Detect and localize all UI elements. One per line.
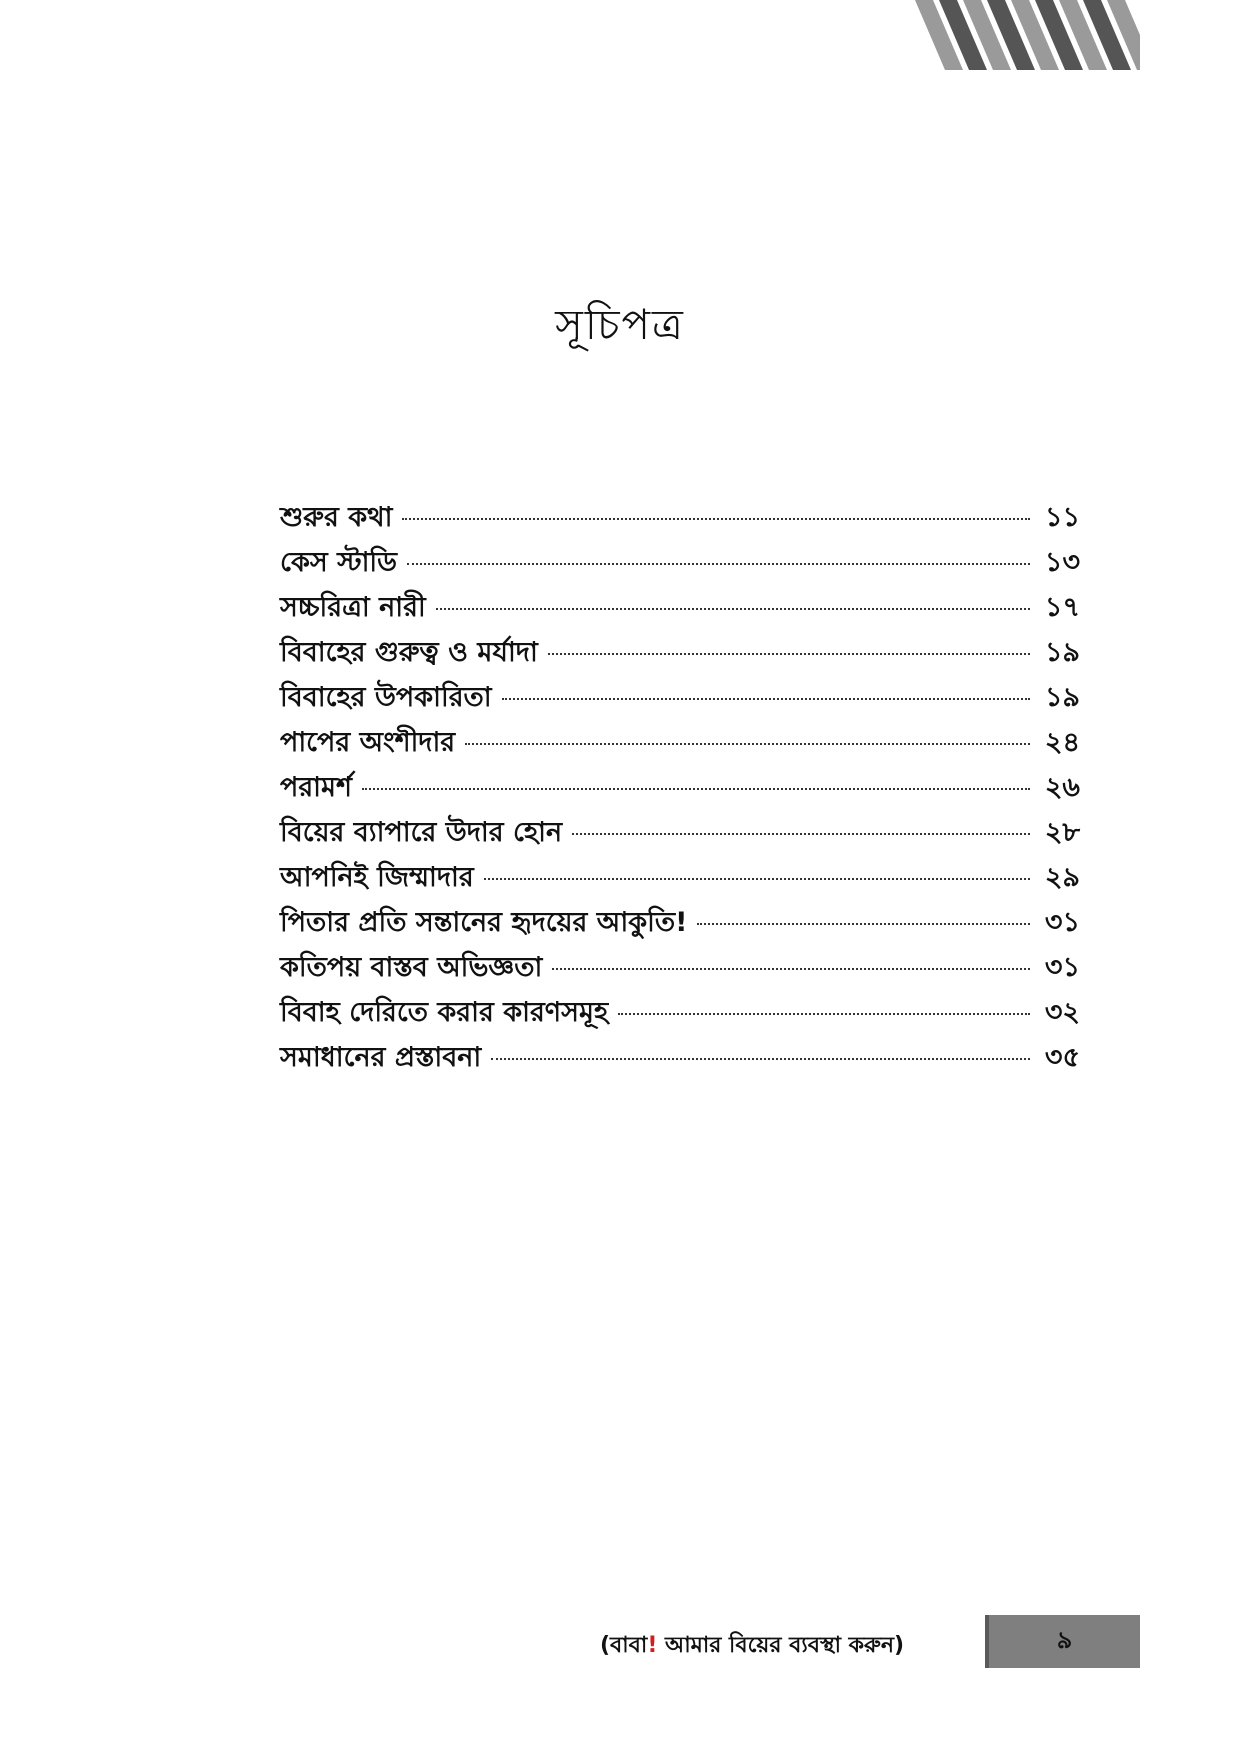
toc-entry[interactable] (280, 812, 1080, 857)
toc-entry[interactable] (280, 497, 1080, 542)
toc-entry-page: ৩২ (1044, 997, 1080, 1028)
toc-entry-title: বিবাহের উপকারিতা (280, 682, 492, 713)
toc-entry-title: পাপের অংশীদার (280, 727, 456, 758)
page-title: সূচিপত্র (555, 300, 685, 349)
toc-entry-page: ২৯ (1044, 862, 1080, 893)
toc-entry-page: ১৯ (1044, 637, 1080, 668)
page-number-box (985, 1615, 1140, 1668)
toc-entry[interactable] (280, 857, 1080, 902)
toc-dot-leader (407, 563, 1030, 565)
toc-entry-title: পরামর্শ (280, 772, 352, 803)
toc-entry-title: বিয়ের ব্যাপারে উদার হোন (280, 817, 563, 848)
table-of-contents (280, 497, 1080, 1082)
footer-title-exclamation: ! (647, 1633, 658, 1658)
toc-entry[interactable] (280, 632, 1080, 677)
toc-dot-leader (502, 698, 1030, 700)
toc-dot-leader (362, 788, 1030, 790)
toc-entry-page: ১৩ (1044, 547, 1080, 578)
toc-entry[interactable] (280, 587, 1080, 632)
toc-entry-title: কতিপয় বাস্তব অভিজ্ঞতা (280, 952, 543, 983)
toc-entry[interactable] (280, 992, 1080, 1037)
toc-entry-page: ১১ (1044, 502, 1080, 533)
toc-entry[interactable] (280, 542, 1080, 587)
toc-dot-leader (484, 878, 1030, 880)
running-footer-title (600, 1628, 904, 1665)
toc-dot-leader (618, 1013, 1030, 1015)
toc-entry-title: কেস স্টাডি (280, 547, 398, 578)
toc-dot-leader (548, 653, 1030, 655)
toc-dot-leader (491, 1058, 1030, 1060)
toc-dot-leader (402, 518, 1030, 520)
toc-entry-title: সচ্চরিত্রা নারী (280, 592, 426, 623)
toc-entry-page: ২৬ (1044, 772, 1080, 803)
toc-entry-title: সমাধানের প্রস্তাবনা (280, 1042, 482, 1073)
toc-entry-title: পিতার প্রতি সন্তানের হৃদয়ের আকুতি! (280, 907, 688, 938)
decorative-stripes (915, 0, 1145, 75)
toc-entry-page: ৩১ (1044, 907, 1080, 938)
footer-title-rest: আমার বিয়ের ব্যবস্থা করুন) (657, 1633, 905, 1658)
toc-entry-title: বিবাহের গুরুত্ব ও মর্যাদা (280, 637, 538, 668)
toc-entry-page: ২৪ (1044, 727, 1080, 758)
toc-dot-leader (697, 923, 1030, 925)
toc-dot-leader (572, 833, 1030, 835)
toc-entry[interactable] (280, 947, 1080, 992)
footer-title-open: (বাবা (600, 1633, 648, 1658)
toc-entry-title: শুরুর কথা (280, 502, 393, 533)
toc-entry-title: আপনিই জিম্মাদার (280, 862, 474, 893)
toc-entry-page: ১৭ (1044, 592, 1080, 623)
toc-dot-leader (465, 743, 1030, 745)
toc-entry-page: ৩১ (1044, 952, 1080, 983)
toc-entry-page: ২৮ (1044, 817, 1080, 848)
toc-dot-leader (552, 968, 1030, 970)
toc-dot-leader (436, 608, 1030, 610)
toc-entry[interactable] (280, 677, 1080, 722)
toc-entry-page: ৩৫ (1044, 1042, 1080, 1073)
toc-entry[interactable] (280, 767, 1080, 812)
toc-entry-page: ১৯ (1044, 682, 1080, 713)
toc-entry[interactable] (280, 902, 1080, 947)
page-number: ৯ (1056, 1625, 1073, 1654)
toc-entry[interactable] (280, 722, 1080, 767)
toc-entry[interactable] (280, 1037, 1080, 1082)
toc-entry-title: বিবাহ দেরিতে করার কারণসমূহ (280, 997, 609, 1028)
